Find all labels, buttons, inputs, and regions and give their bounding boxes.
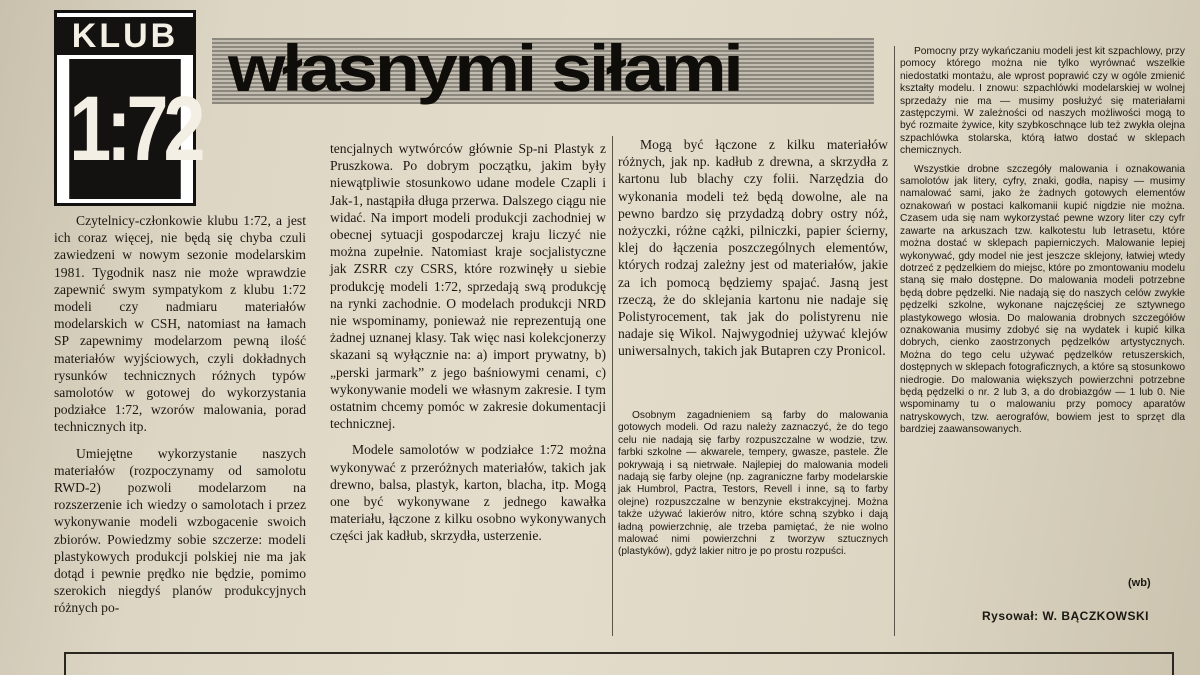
- paragraph: Modele samolotów w podziałce 1:72 można wykonywać z przeróżnych materiałów, takich jak drewno, balsa, plastyk, karton, blacha, itp. Mogą one być wykonywane z jednego kawałka materiału, łączone z kilku osobno wykonywanych części jak kadłub, skrzydła, usterzenie.: [330, 442, 606, 544]
- author-signature: (wb): [1128, 577, 1151, 589]
- column-3-small-print: [618, 410, 888, 565]
- paragraph: tencjalnych wytwórców głównie Sp-ni Plastyk z Pruszkowa. Po dobrym początku, jakim były niewątpliwie stosunkowo udane modele Czapli i Jak-1, nastąpiła długa przerwa. Dalszego ciągu nie widać. Na import modeli produkcji zachodniej w obecnej sytuacji gospodarczej kraju liczyć nie można zupełnie. Natomiast kraje socjalistyczne jak ZSRR czy CSRS, które rozwinęły u siebie produkcję modeli 1:72, sprzedają swą produkcję na rynki zachodnie. O modelach produkcji NRD nie wspominamy, ponieważ nie reprezentują one żadnej uznanej klasy. Tak więc nasi kolekcjonerzy skazani są wyłącznie na: a) import prywatny, b) „perski jarmark” z jego baśniowymi cenami, c) wykonywanie modeli we własnym zakresie. I tym ostatnim chcemy pomóc w zakresie dokumentacji technicznej.: [330, 141, 606, 432]
- klub-logo: [54, 10, 201, 206]
- paragraph: Mogą być łączone z kilku materiałów różnych, jak np. kadłub z drewna, a skrzydła z kartonu lub blachy czy folii. Narzędzia do wykonania modeli też będą dowolne, ale na pewno bardzo się przydadzą dobry ostry nóż, nożyczki, różne cążki, pilniczki, papier ścierny, klej do łączenia poszczególnych elementów, których rodzaj zależny jest od materiałów, jakie za ich pomocą będziemy spajać. Jasną jest rzeczą, że do sklejania kartonu nie nadaje się Polistyrocement, tak jak do polistyrenu nie nadaje się Wikol. Najwygodniej używać klejów uniwersalnych, takich jak Butapren czy Pronicol.: [618, 137, 888, 359]
- logo-scale-number: 1:72: [69, 59, 181, 199]
- paragraph: Czytelnicy-członkowie klubu 1:72, a jest ich coraz więcej, nie będą się chyba czuli zawiedzeni w nowym sezonie modelarskim 1981. Tygodnik nasz nie może wprawdzie zapewnić swym sympatykom z klubu 1:72 modeli czy nadmiaru materiałów modelarskich w CSH, natomiast na łamach SP zapewnimy modelarzom pewną ilość materiałów wyjściowych, czyli dokładnych rysunków technicznych różnych typów samolotów w gotowej do wykorzystania podziałce 1:72, wzorów malowania, porad technicznych itp.: [54, 213, 306, 435]
- column-1: [54, 212, 306, 626]
- next-section-frame: [64, 652, 1174, 675]
- logo-klub-text: KLUB: [57, 17, 193, 55]
- column-divider: [612, 136, 613, 636]
- paragraph: Wszystkie drobne szczegóły malowania i oznakowania samolotów jak litery, cyfry, znaki, godła, napisy — musimy namalować sami, jako że żadnych gotowych elementów oznakowań w postaci kalkomanii kupić nigdzie nie można. Czasem uda się nam wykorzystać pewne wzory liter czy cyfr zawarte na arkuszach tzw. kalkotestu lub letrasetu, które można dostać w sklepach papierniczych. Malowanie lepiej wykonywać, gdy model nie jest jeszcze sklejony, łatwiej wtedy dotrzeć z pędzelkiem do miejsc, które po zmontowaniu modelu staną się mało dostępne. Do malowania modeli potrzebne będą dobre pędzelki. Nie nadają się do naszych celów zwykłe pędzelki szkolne, wykonane najczęściej ze sztywnego plastykowego włosia. Do malowania drobnych szczegółów oznakowania musimy zdobyć się na wydatek i kupić kilka dobrych, cienko zaostrzonych pędzelków artystycznych. Można do tego celu używać pędzelków retuszerskich, dostępnych w sklepach fotograficznych, a które są stosunkowo niedrogie. Do malowania większych powierzchni potrzebne będą pędzelki o nr. 2 lub 3, a do drobiazgów — 1 lub 0. Nie wspominamy tu o malowaniu przy pomocy aparatów natryskowych, tzw. aerografów, bowiem jest to sprzęt dla bardziej zaawansowanych.: [900, 163, 1185, 436]
- column-divider: [894, 46, 895, 636]
- paragraph: Osobnym zagadnieniem są farby do malowania gotowych modeli. Od razu należy zaznaczyć, że do tego celu nie nadają się farby rozpuszczalne w wodzie, tzw. farbki szkolne — akwarele, tempery, gwasze, pastele. Źle pokrywają i są nietrwałe. Najlepiej do malowania modeli nadają się farby olejne (np. zagraniczne farby modelarskie jak Humbrol, Pactra, Testors, Revell i inne, są to farby olejne) rozpuszczalne w benzynie ekstrakcyjnej. Można także używać lakierów nitro, które schną szybko i dają ładną powierzchnię, ale trzeba pamiętać, że nie wolno malować nimi powierzchni z tworzyw sztucznych (plastyków), gdyż lakier nitro je po prostu rozpuści.: [618, 410, 888, 558]
- paragraph: Umiejętne wykorzystanie naszych materiałów (rozpoczynamy od samolotu RWD-2) pozwoli modelarzom na rozszerzenie ich wiedzy o samolotach i przez wykonywanie modeli wzbogacenie swoich zbiorów. Powiedzmy sobie szczerze: modeli plastykowych produkcji polskiej nie ma jak dotąd i pewnie prędko nie będzie, pomimo szerokich niegdyś planów produkcyjnych różnych po-: [54, 445, 306, 616]
- column-4-small-print: [900, 46, 1185, 443]
- illustration-credit: Rysował: W. BĄCZKOWSKI: [982, 609, 1150, 623]
- paragraph: Pomocny przy wykańczaniu modeli jest kit szpachlowy, przy pomocy którego można nie tylko wyrównać wszelkie niedostatki montażu, ale wprost poprawić czy w ogóle zmienić kształty modelu. I znowu: szpachlówki modelarskiej w wolnej sprzedaży nie ma — musimy posłużyć się materiałami zastępczymi. W zależności od naszych możliwości mogą to być rozmaite żywice, kity szybkoschnące lub też zwykła olejna szpachlówka stolarska, którą łatwo dostać w sklepach chemicznych.: [900, 46, 1185, 157]
- column-3: [618, 136, 888, 369]
- article-title: własnymi siłami: [228, 31, 741, 105]
- column-2: [330, 140, 606, 554]
